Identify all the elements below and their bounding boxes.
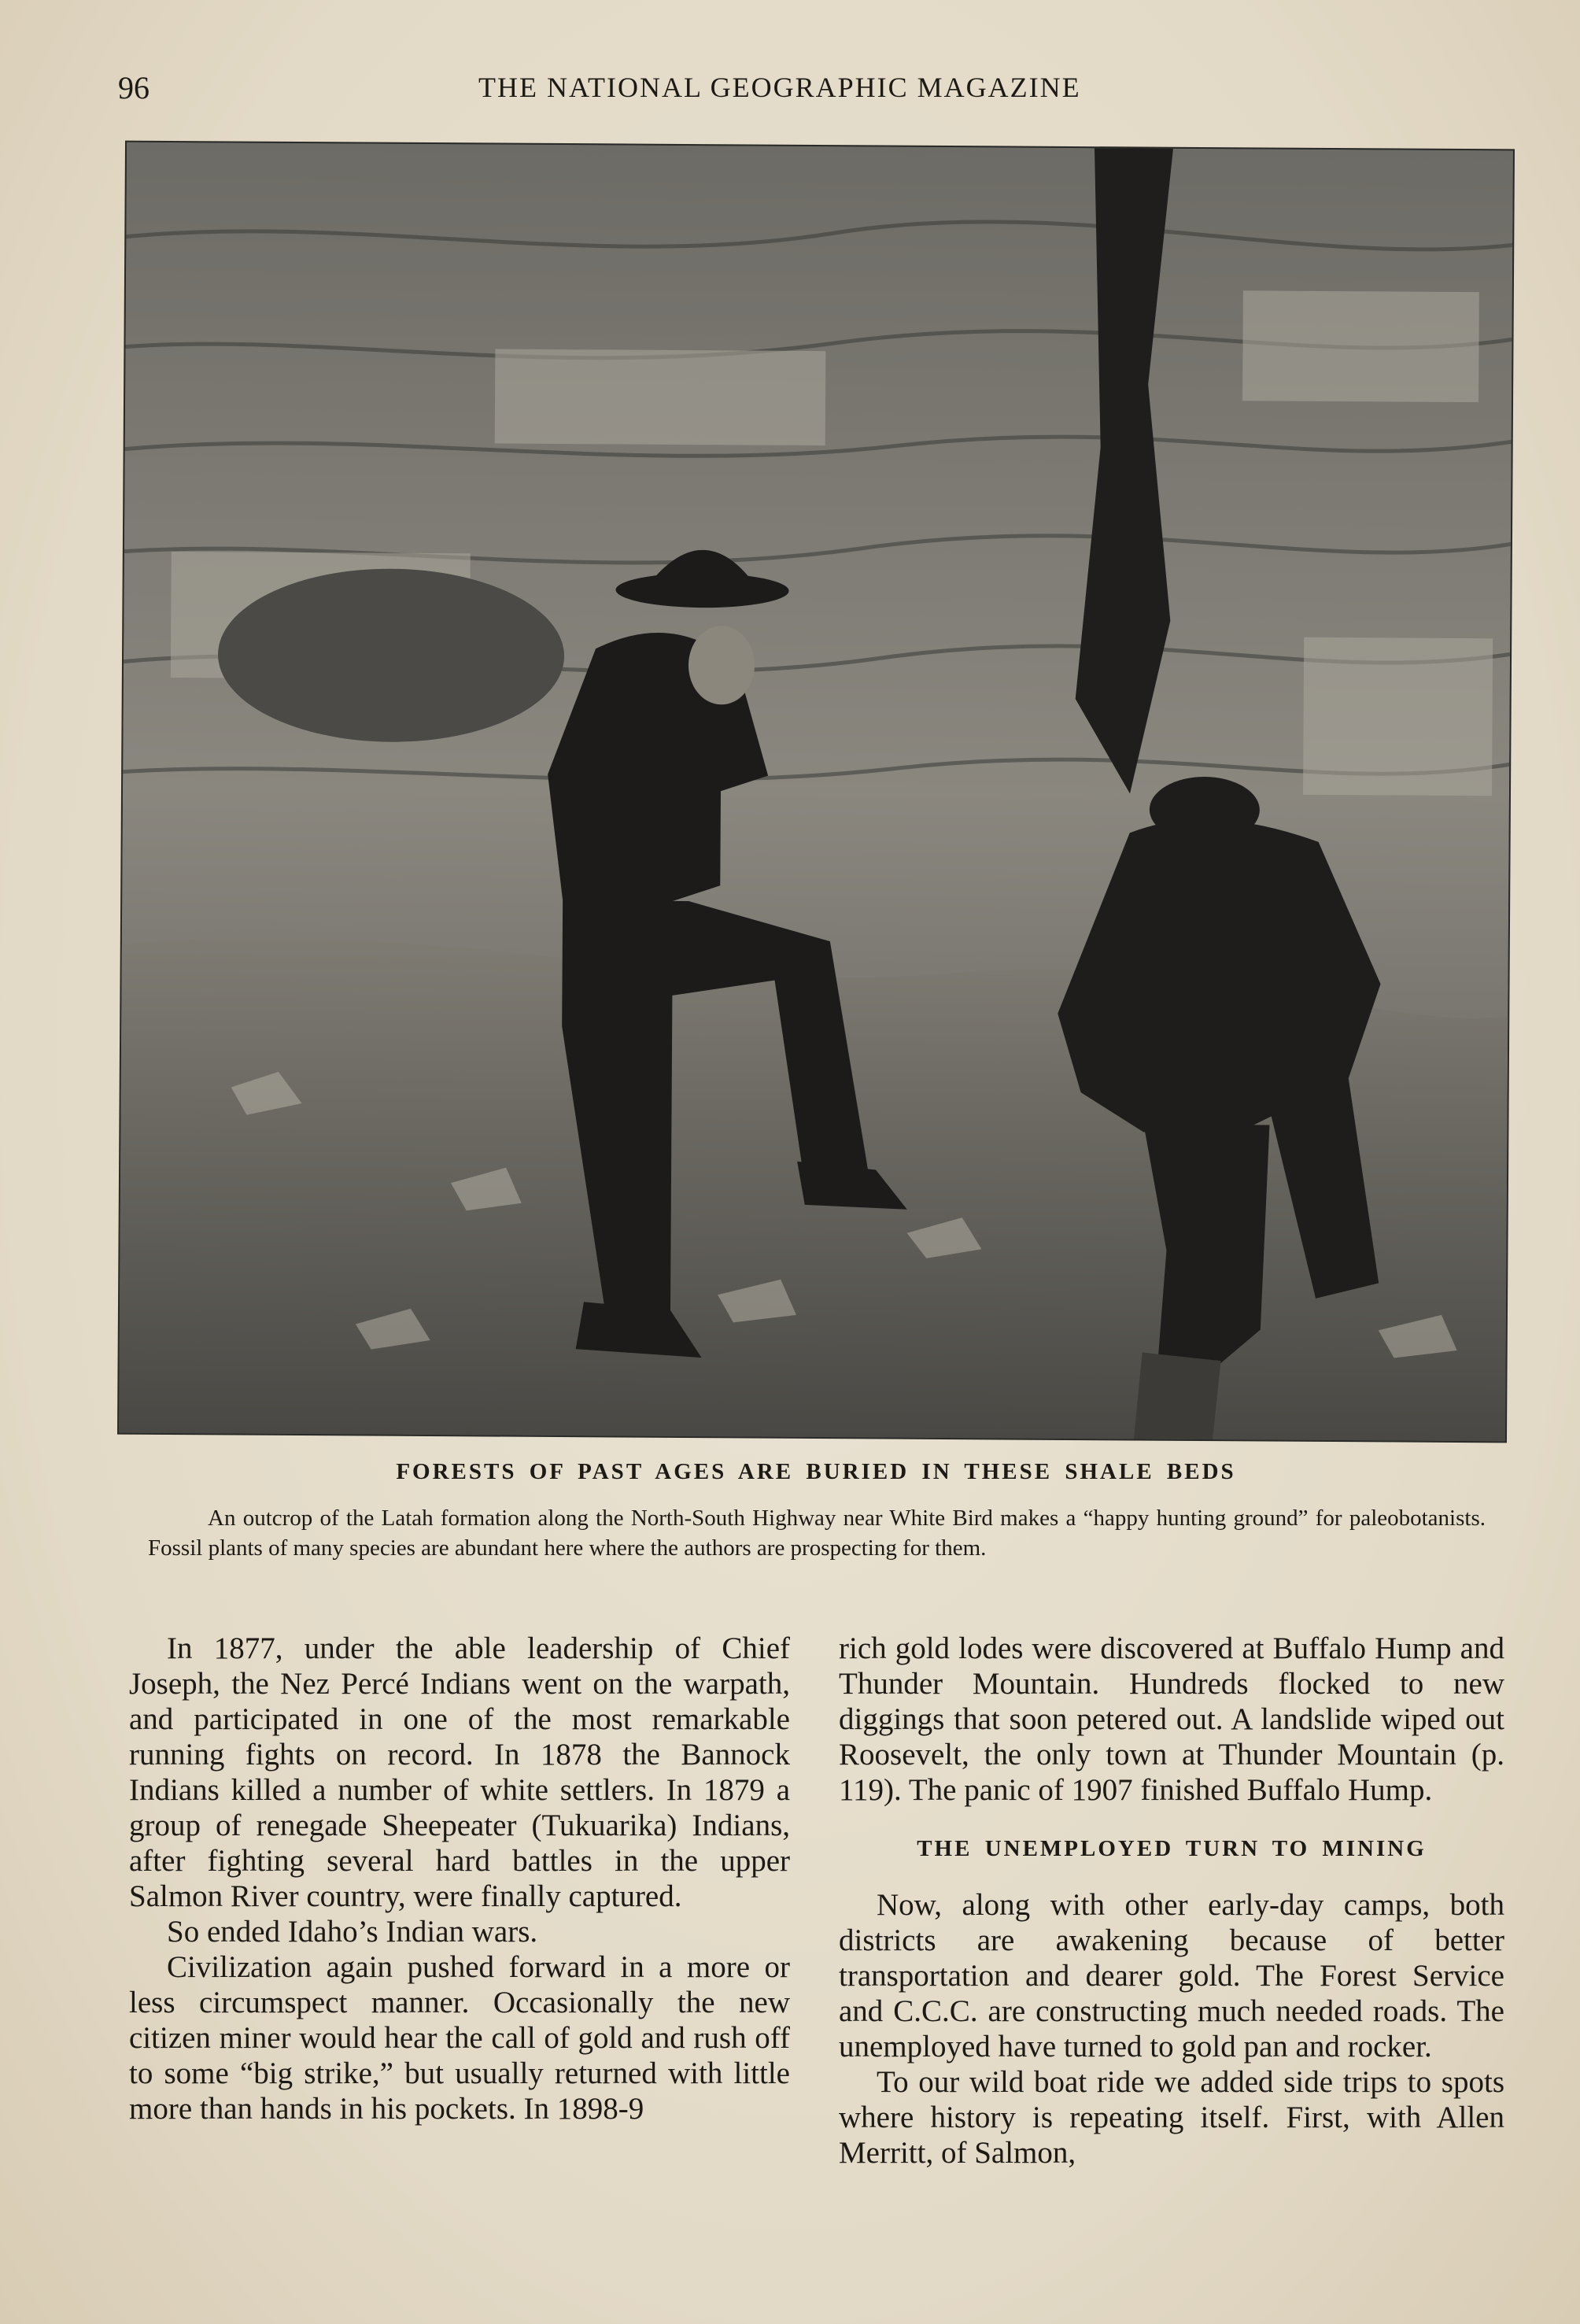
- caption-title: FORESTS OF PAST AGES ARE BURIED IN THESE SHALE BEDS: [396, 1459, 1236, 1484]
- article-paragraph: Now, along with other early-day camps, both districts are awakening because of better transportation and dearer gold. The Forest Service and C.C.C. are constructing much needed roads. The unemployed have turned to gold pan and rocker.: [839, 1888, 1504, 2064]
- article-paragraph: In 1877, under the able leadership of Chief Joseph, the Nez Percé Indians went on the warpath, and participated in one of the most remarkable running fights on record. In 1878 the Bannock Indians killed a number of white settlers. In 1879 a group of renegade Sheepeater (Tukuarika) Indians, after fighting several hard battles in the upper Salmon River country, were finally captured.: [129, 1631, 790, 1913]
- article-paragraph: To our wild boat ride we added side trips to spots where history is repeating itself. First, with Allen Merritt, of Salmon,: [839, 2065, 1504, 2170]
- article-paragraph: So ended Idaho’s Indian wars.: [167, 1915, 538, 1949]
- caption-body: An outcrop of the Latah formation along the North-South Highway near White Bird makes a “happy hunting ground” for paleobotanists. Fossil plants of many species are abundant here where the authors are prospecting for them.: [148, 1506, 1486, 1561]
- article-left-column: [129, 1631, 790, 2126]
- section-subheading: THE UNEMPLOYED TURN TO MINING: [917, 1836, 1427, 1861]
- photo-illustration: [119, 142, 1513, 1442]
- shale-beds-photograph: [119, 142, 1513, 1442]
- magazine-title: THE NATIONAL GEOGRAPHIC MAGAZINE: [478, 72, 1081, 103]
- article-paragraph: Civilization again pushed forward in a more or less circumspect manner. Occasionally the new citizen miner would hear the call of gold and rush off to some “big strike,” but usually returned with little more than hands in his pockets. In 1898-9: [129, 1950, 790, 2126]
- article-paragraph-continuation: rich gold lodes were discovered at Buffalo Hump and Thunder Mountain. Hundreds flocked to new diggings that soon petered out. A landslide wiped out Roosevelt, the only town at Thunder Mountain (p. 119). The panic of 1907 finished Buffalo Hump.: [839, 1631, 1504, 1807]
- page-number: 96: [118, 70, 150, 105]
- article-right-column: [839, 1631, 1504, 2171]
- running-head: [118, 69, 1454, 109]
